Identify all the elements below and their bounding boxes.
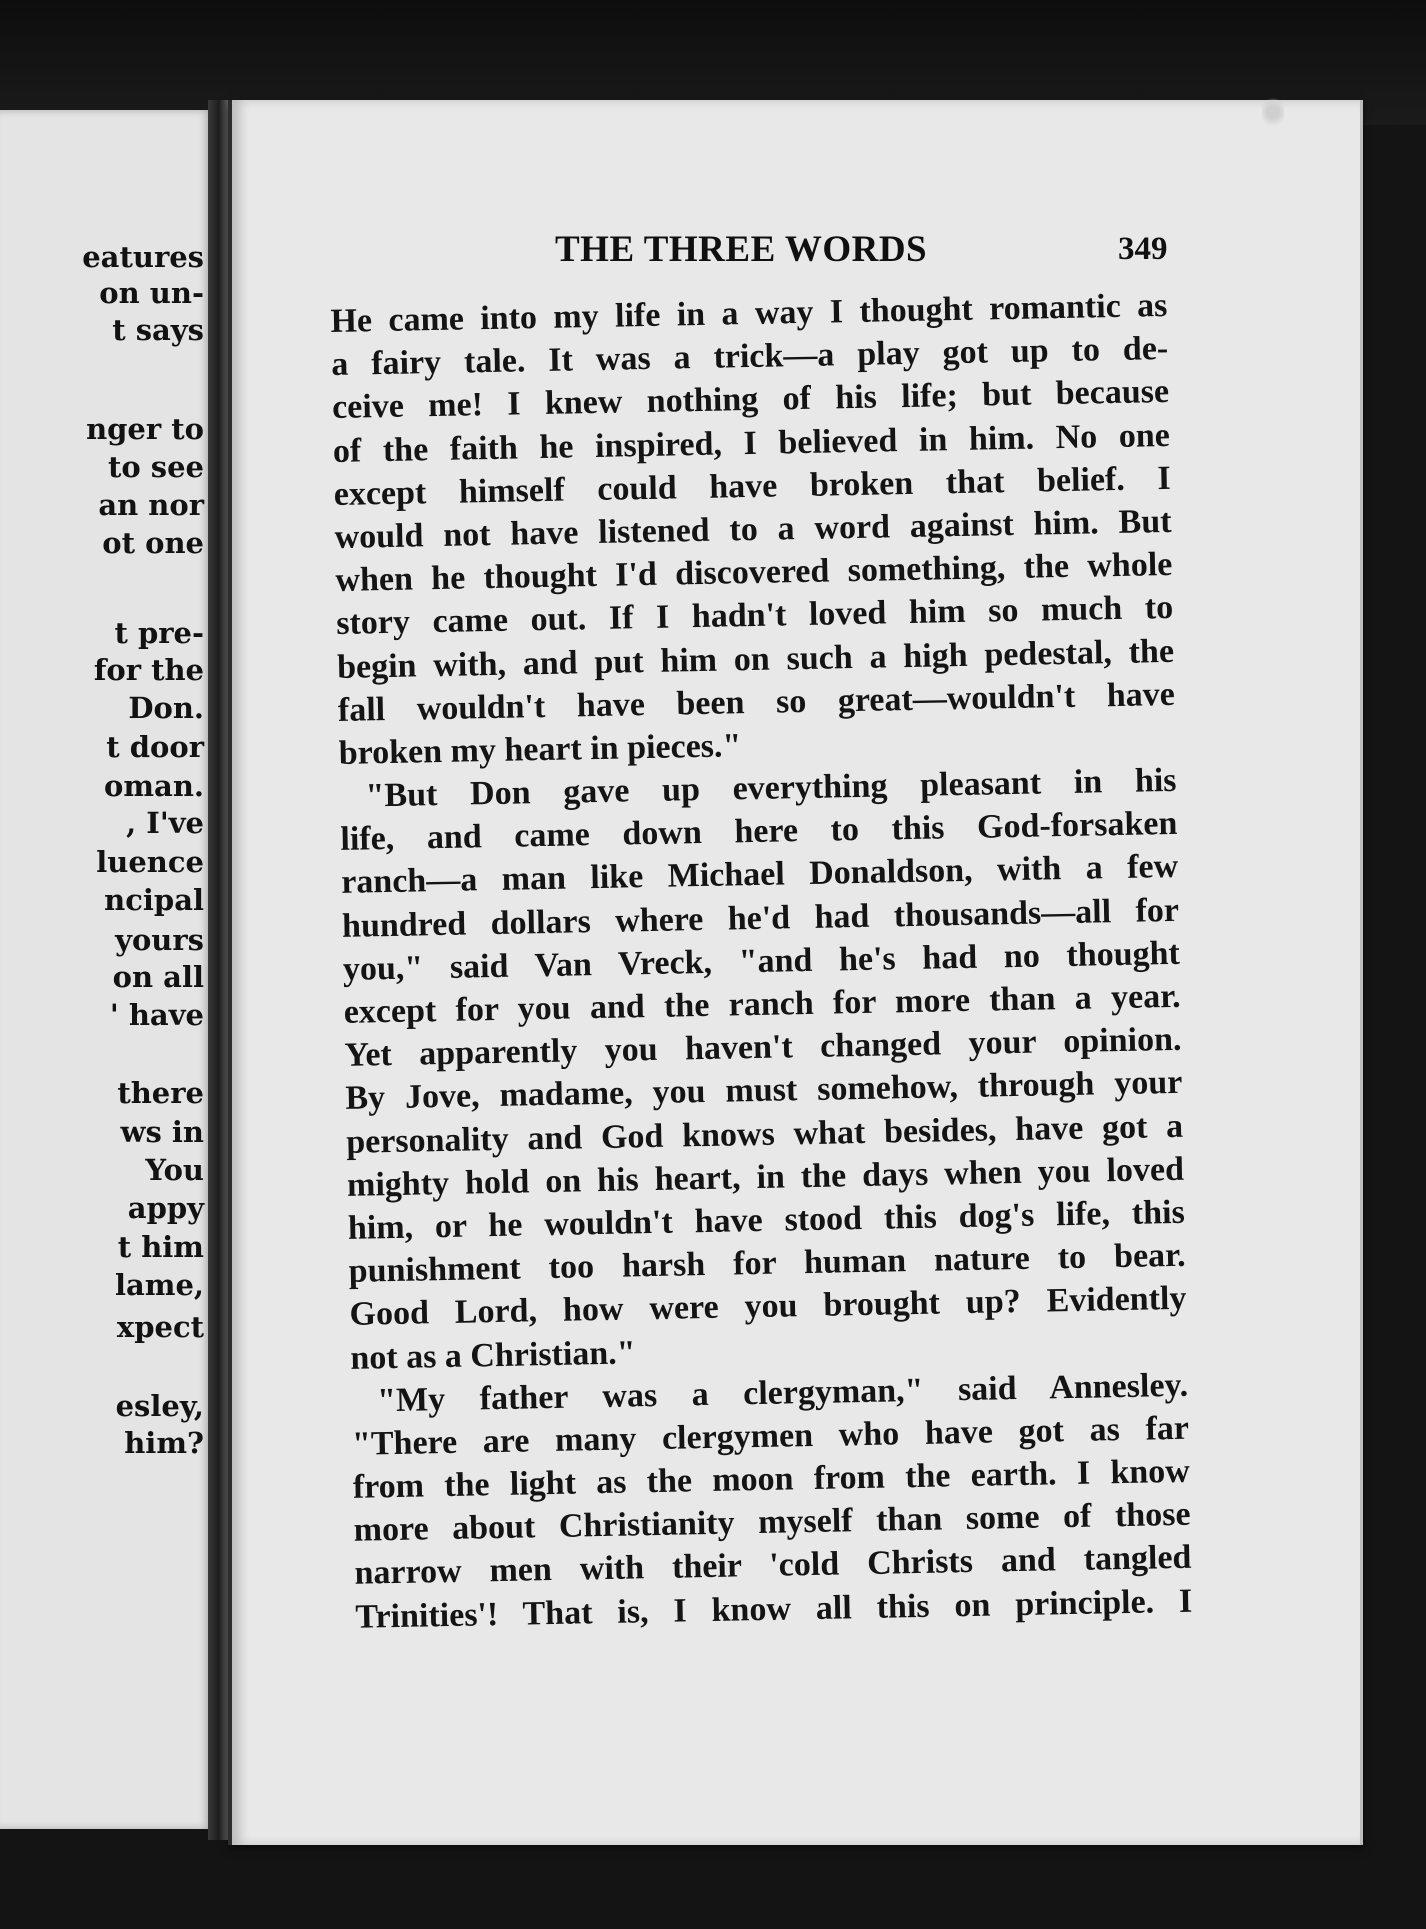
left-page-line: on un- [99, 276, 204, 310]
text-line: By Jove, madame, you must somehow, through your [345, 1064, 1183, 1118]
left-page-line: ot one [102, 526, 204, 560]
text-line: a fairy tale. It was a trick—a play got up to de- [330, 330, 1169, 384]
left-page-line: Don. [128, 691, 204, 725]
text-line: except himself could have broken that belief. I [333, 459, 1172, 513]
left-page-line: there [117, 1076, 204, 1110]
text-line: him, or he wouldn't have stood this dog's life, this [347, 1193, 1186, 1247]
text-line: "My father was a clergyman," said Annesley. [376, 1366, 1189, 1420]
text-line: story came out. If I hadn't loved him so much to [335, 589, 1174, 643]
text-line: personality and God knows what besides, have got a [345, 1107, 1184, 1161]
body-text [330, 284, 1193, 1639]
left-page-line: yours [115, 923, 204, 957]
left-page-line: , I've [126, 806, 204, 840]
text-line: when he thought I'd discovered something, the whole [335, 546, 1173, 600]
left-page-line: oman. [104, 769, 204, 803]
text-line: ranch—a man like Michael Donaldson, with a few [340, 848, 1179, 902]
left-page-line: lame, [114, 1268, 204, 1302]
text-line: begin with, and put him on such a high pedestal, the [336, 632, 1175, 686]
text-line: mighty hold on his heart, in the days when you loved [346, 1150, 1185, 1204]
text-line: life, and came down here to this God-forsaken [340, 805, 1178, 859]
text-line: from the light as the moon from the earth. I know [352, 1452, 1191, 1506]
left-page-line: xpect [116, 1310, 204, 1344]
text-line: narrow men with their 'cold Christs and tangled [354, 1539, 1192, 1593]
left-page-line: ws in [120, 1115, 204, 1149]
left-page-line: nger to [86, 412, 204, 446]
left-page-line: eatures [82, 240, 204, 274]
left-page-line: t says [112, 313, 204, 347]
text-line: would not have listened to a word against him. But [334, 502, 1172, 556]
left-page-line: an nor [98, 488, 204, 522]
text-line: fall wouldn't have been so great—wouldn't have [337, 675, 1176, 729]
left-page [0, 110, 215, 1829]
left-page-line: to see [107, 450, 204, 484]
left-page-line: You [145, 1153, 204, 1187]
right-page [228, 100, 1363, 1845]
text-line: ceive me! I knew nothing of his life; but because [331, 373, 1170, 427]
left-page-line: ' have [109, 998, 204, 1032]
left-page-line: esley, [115, 1389, 204, 1423]
left-page-line: him? [124, 1426, 204, 1460]
text-line: "There are many clergymen who have got as far [351, 1409, 1190, 1463]
text-line: He came into my life in a way I thought romantic as [330, 286, 1168, 341]
left-page-line: ncipal [104, 883, 204, 917]
page-header [232, 228, 1360, 278]
text-line: Yet apparently you haven't changed your opinion. [344, 1021, 1182, 1075]
text-line: except for you and the ranch for more than a year. [343, 977, 1181, 1031]
text-line: punishment too harsh for human nature to bear. [348, 1236, 1186, 1290]
left-page-line: appy [127, 1191, 204, 1225]
left-page-line: t him [117, 1230, 204, 1264]
left-page-line: on all [112, 960, 204, 994]
text-line: you," said Van Vreck, "and he's had no thought [342, 934, 1181, 988]
scan-speck [1262, 95, 1284, 129]
left-page-line: t pre- [114, 616, 204, 650]
text-line: not as a Christian." [350, 1333, 636, 1377]
left-page-line: t door [106, 730, 204, 764]
text-line: hundred dollars where he'd had thousands—all for [341, 891, 1180, 945]
text-line: of the faith he inspired, I believed in him. No one [332, 416, 1171, 470]
text-line: Good Lord, how were you brought up? Evidently [349, 1280, 1187, 1334]
left-page-line: luence [96, 845, 204, 879]
running-head: THE THREE WORDS [555, 229, 928, 270]
text-line: broken my heart in pieces." [338, 727, 742, 772]
text-line: "But Don gave up everything pleasant in his [365, 761, 1177, 815]
left-page-line: for the [93, 653, 204, 687]
text-line: Trinities'! That is, I know all this on principle. I [355, 1582, 1193, 1636]
page-number: 349 [1118, 231, 1168, 267]
text-line: more about Christianity myself than some of those [353, 1495, 1191, 1550]
